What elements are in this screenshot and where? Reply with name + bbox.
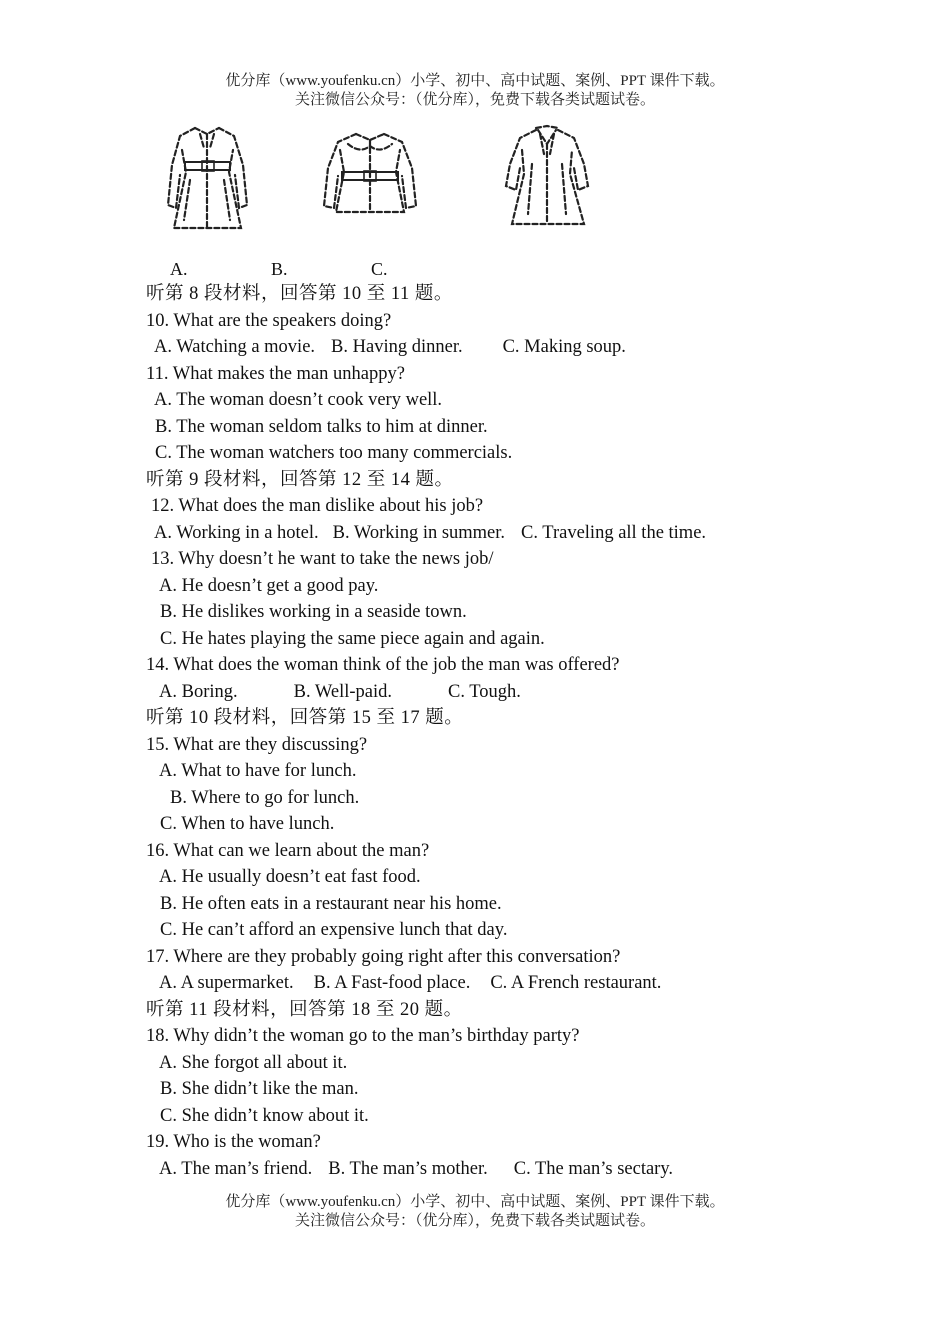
option-c: C. Tough. [448,681,521,702]
option-c: C. Traveling all the time. [521,522,707,543]
question-17-options [146,970,866,997]
question-14-options [146,679,866,706]
option-c: C. The man’s sectary. [513,1158,674,1179]
option-a: A. Boring. [159,681,238,702]
header-line-1: 优分库（www.youfenku.cn）小学、初中、高中试题、案例、PPT 课件下载。 [225,73,725,89]
question-list [146,281,866,1182]
option-b: B. He dislikes working in a seaside town. [160,602,467,622]
option-b: B. He often eats in a restaurant near his home. [160,893,502,914]
section-heading-8: 听第 8 段材料，回答第 10 至 11 题。 [146,284,453,304]
option-b: B. Well-paid. [293,681,392,702]
coat-c-image [500,124,595,229]
option-c: C. He can’t afford an expensive lunch that day. [160,920,508,940]
coat-b-image [320,128,420,218]
option-b: B. A Fast-food place. [313,973,471,993]
option-b: B. Where to go for lunch. [170,787,360,808]
header-line-2: 关注微信公众号：（优分库），免费下载各类试题试卷。 [294,92,655,108]
footer-line-1: 优分库（www.youfenku.cn）小学、初中、高中试题、案例、PPT 课件下载。 [225,1194,725,1210]
footer-line-2: 关注微信公众号：（优分库），免费下载各类试题试卷。 [294,1213,655,1229]
section-heading-10: 听第 10 段材料，回答第 15 至 17 题。 [146,708,464,728]
question-19-options [146,1156,866,1183]
figure-labels [0,257,950,281]
question-15: 15. What are they discussing? [146,734,368,755]
question-14: 14. What does the woman think of the job the man was offered? [146,655,620,675]
question-12-options [146,520,866,547]
option-a: A. Working in a hotel. [154,522,319,543]
option-c: C. When to have lunch. [160,814,335,834]
option-a: A. Watching a movie. [154,337,316,357]
option-a: A. He usually doesn’t eat fast food. [159,867,421,887]
section-heading-9: 听第 9 段材料，回答第 12 至 14 题。 [146,469,454,490]
option-c: C. A French restaurant. [490,973,662,993]
option-a: A. The woman doesn’t cook very well. [154,390,443,410]
option-a: A. She forgot all about it. [159,1052,348,1073]
option-b: B. She didn’t like the man. [160,1079,359,1099]
figure-label-c: C. [371,259,388,279]
question-11: 11. What makes the man unhappy? [146,363,405,384]
option-b: B. Working in summer. [332,522,506,543]
question-12: 12. What does the man dislike about his job? [151,496,484,516]
option-a: A. What to have for lunch. [159,761,357,781]
option-c: C. Making soup. [502,337,626,357]
option-a: A. He doesn’t get a good pay. [159,575,379,596]
option-c: C. She didn’t know about it. [160,1105,369,1126]
figure-label-a: A. [170,259,188,279]
question-13: 13. Why doesn’t he want to take the news job/ [151,549,494,569]
figure-label-b: B. [271,259,288,279]
option-c: C. He hates playing the same piece again and again. [160,628,545,649]
option-b: B. The woman seldom talks to him at dinner. [155,416,488,437]
question-10: 10. What are the speakers doing? [146,310,392,331]
option-a: A. The man’s friend. [159,1158,313,1179]
option-c: C. The woman watchers too many commercials. [155,443,513,463]
question-18: 18. Why didn’t the woman go to the man’s birthday party? [146,1026,580,1046]
option-b: B. The man’s mother. [328,1158,488,1179]
question-17: 17. Where are they probably going right after this conversation? [146,946,621,967]
coat-figures [150,120,650,245]
section-heading-11: 听第 11 段材料，回答第 18 至 20 题。 [146,999,463,1020]
option-b: B. Having dinner. [331,337,463,357]
coat-a-image [160,120,255,235]
page-header [0,72,950,110]
option-a: A. A supermarket. [159,973,294,993]
page-footer [0,1193,950,1231]
question-10-options [146,334,866,361]
question-16: 16. What can we learn about the man? [146,840,430,861]
question-19: 19. Who is the woman? [146,1132,321,1152]
